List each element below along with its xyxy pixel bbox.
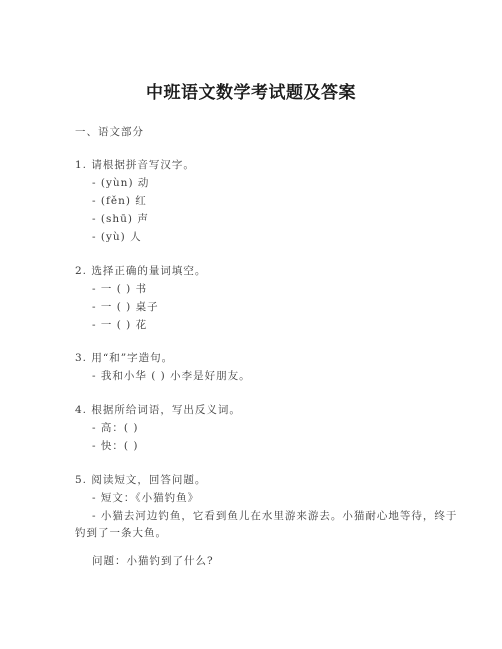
question-1-item: - (yùn) 动 — [92, 177, 150, 189]
question-2-item: - 一 ( ) 花 — [92, 319, 148, 331]
question-5-heading: 5. 阅读短文，回答问题。 — [75, 474, 207, 486]
question-1-item: - (shū) 声 — [92, 213, 149, 225]
passage-question: 问题：小猫钓到了什么? — [92, 555, 214, 567]
passage-text: - 小猫去河边钓鱼，它看到鱼儿在水里游来游去。小猫耐心地等待，终于钓到了一条大鱼。 — [75, 510, 458, 539]
question-1-item: - (fěn) 红 — [92, 195, 147, 207]
question-2-item: - 一 ( ) 桌子 — [92, 301, 159, 313]
document-title: 中班语文数学考试题及答案 — [146, 83, 356, 103]
question-3-heading: 3. 用“和”字造句。 — [75, 352, 174, 364]
section-heading: 一、语文部分 — [75, 126, 144, 138]
question-2-heading: 2. 选择正确的量词填空。 — [75, 265, 207, 277]
question-1-heading: 1. 请根据拼音写汉字。 — [75, 159, 195, 171]
question-1-item: - (yù) 人 — [92, 231, 142, 243]
question-3-item: - 我和小华 ( ) 小李是好朋友。 — [92, 370, 251, 382]
question-4-item: - 高：( ) — [92, 422, 139, 434]
question-4-item: - 快：( ) — [92, 440, 139, 452]
question-2-item: - 一 ( ) 书 — [92, 283, 148, 295]
question-4-heading: 4. 根据所给词语，写出反义词。 — [75, 404, 241, 416]
passage-title: - 短文：《小猫钓鱼》 — [92, 492, 200, 504]
